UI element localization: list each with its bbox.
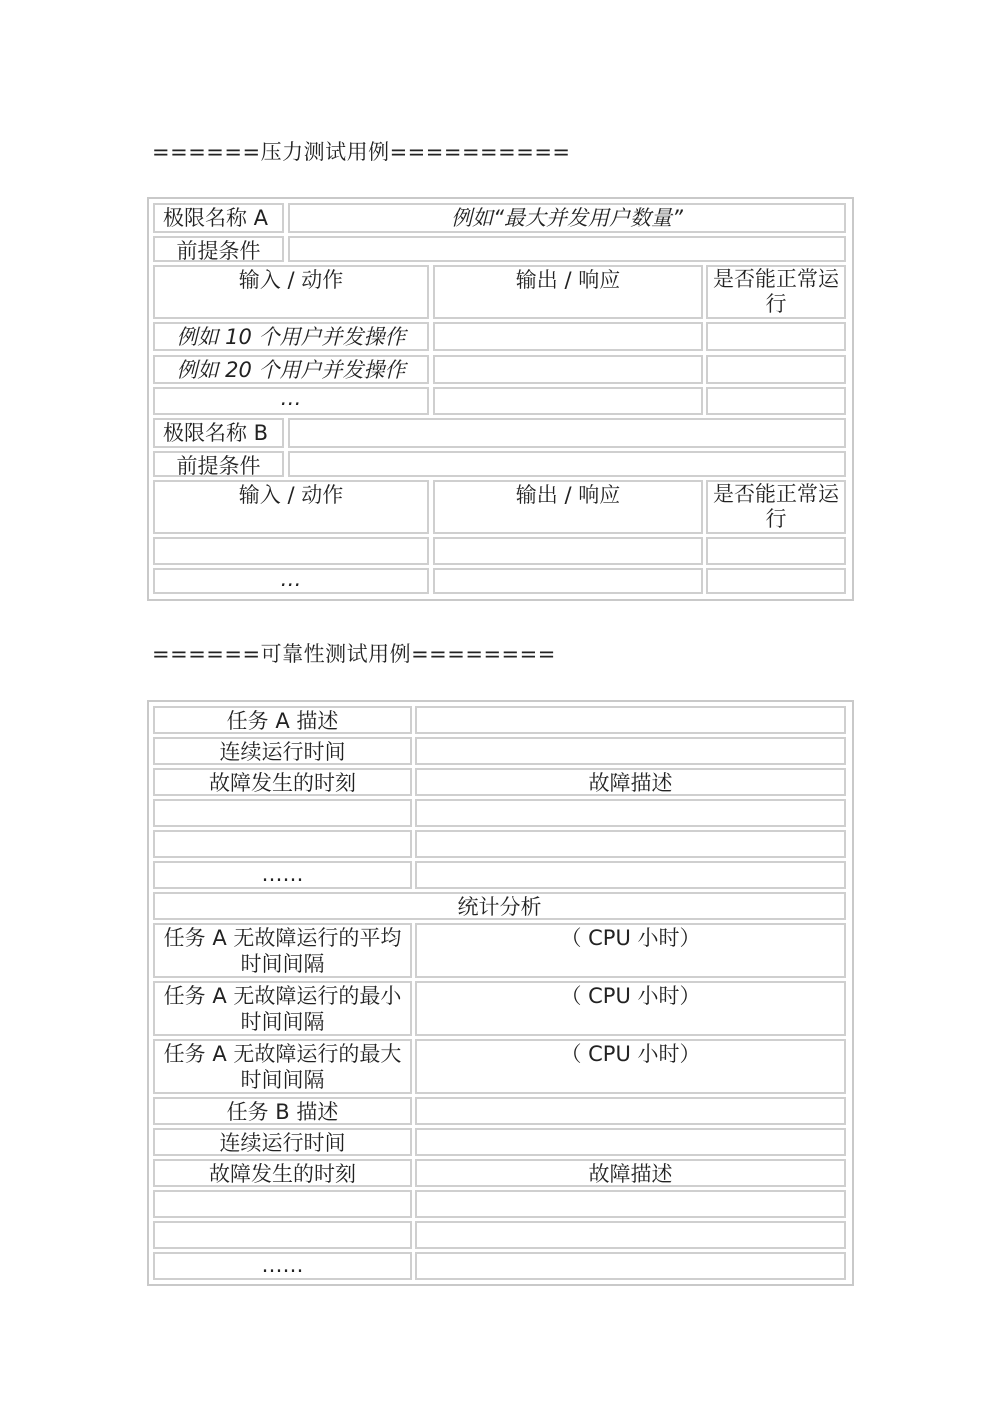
table-cell [153, 830, 412, 858]
example-row-10: 例如 10 个用户并发操作 [153, 322, 429, 351]
ellipsis-row: … [153, 568, 429, 594]
col-normal-header: 是否能正常运行 [706, 480, 846, 534]
table-cell [433, 387, 703, 415]
table-cell [153, 537, 429, 565]
statistics-header: 统计分析 [153, 892, 846, 920]
stress-test-heading: ======压力测试用例========== [152, 140, 571, 164]
table-cell [153, 1190, 412, 1218]
table-cell [433, 568, 703, 594]
col-output-header: 输出 / 响应 [433, 265, 703, 319]
table-cell [706, 568, 846, 594]
stress-test-table [147, 197, 854, 601]
table-cell [433, 355, 703, 384]
table-cell [153, 1221, 412, 1249]
table-cell [415, 1190, 846, 1218]
table-cell [433, 537, 703, 565]
table-cell [415, 861, 846, 889]
col-input-header: 输入 / 动作 [153, 480, 429, 534]
fault-time-header: 故障发生的时刻 [153, 1159, 412, 1187]
table-cell [706, 387, 846, 415]
table-cell [706, 355, 846, 384]
table-cell [415, 706, 846, 734]
table-cell [415, 737, 846, 765]
mtbf-max-unit: （ CPU 小时） [415, 1039, 846, 1094]
mtbf-avg-label: 任务 A 无故障运行的平均时间间隔 [153, 923, 412, 978]
limit-a-label: 极限名称 A [153, 203, 284, 233]
task-a-desc-label: 任务 A 描述 [153, 706, 412, 734]
precondition-label: 前提条件 [153, 236, 284, 262]
table-cell [415, 799, 846, 827]
mtbf-avg-unit: （ CPU 小时） [415, 923, 846, 978]
task-b-desc-label: 任务 B 描述 [153, 1097, 412, 1125]
ellipsis-row: …… [153, 1252, 412, 1280]
reliability-test-heading: ======可靠性测试用例======== [152, 642, 556, 666]
limit-a-example: 例如“最大并发用户数量” [288, 203, 846, 233]
table-cell [415, 1252, 846, 1280]
precondition-value [288, 451, 846, 477]
table-cell [706, 537, 846, 565]
reliability-test-table [147, 700, 854, 1286]
fault-desc-header: 故障描述 [415, 1159, 846, 1187]
table-cell [433, 322, 703, 351]
fault-time-header: 故障发生的时刻 [153, 768, 412, 796]
col-normal-header: 是否能正常运行 [706, 265, 846, 319]
ellipsis-row: …… [153, 861, 412, 889]
col-input-header: 输入 / 动作 [153, 265, 429, 319]
mtbf-min-unit: （ CPU 小时） [415, 981, 846, 1036]
table-cell [415, 830, 846, 858]
table-cell [153, 799, 412, 827]
example-row-20: 例如 20 个用户并发操作 [153, 355, 429, 384]
limit-b-label: 极限名称 B [153, 418, 284, 448]
ellipsis-row: … [153, 387, 429, 415]
table-cell [415, 1221, 846, 1249]
mtbf-min-label: 任务 A 无故障运行的最小时间间隔 [153, 981, 412, 1036]
runtime-label: 连续运行时间 [153, 1128, 412, 1156]
table-cell [415, 1128, 846, 1156]
runtime-label: 连续运行时间 [153, 737, 412, 765]
limit-b-value [288, 418, 846, 448]
table-cell [706, 322, 846, 351]
table-cell [415, 1097, 846, 1125]
precondition-label: 前提条件 [153, 451, 284, 477]
mtbf-max-label: 任务 A 无故障运行的最大时间间隔 [153, 1039, 412, 1094]
col-output-header: 输出 / 响应 [433, 480, 703, 534]
precondition-value [288, 236, 846, 262]
fault-desc-header: 故障描述 [415, 768, 846, 796]
